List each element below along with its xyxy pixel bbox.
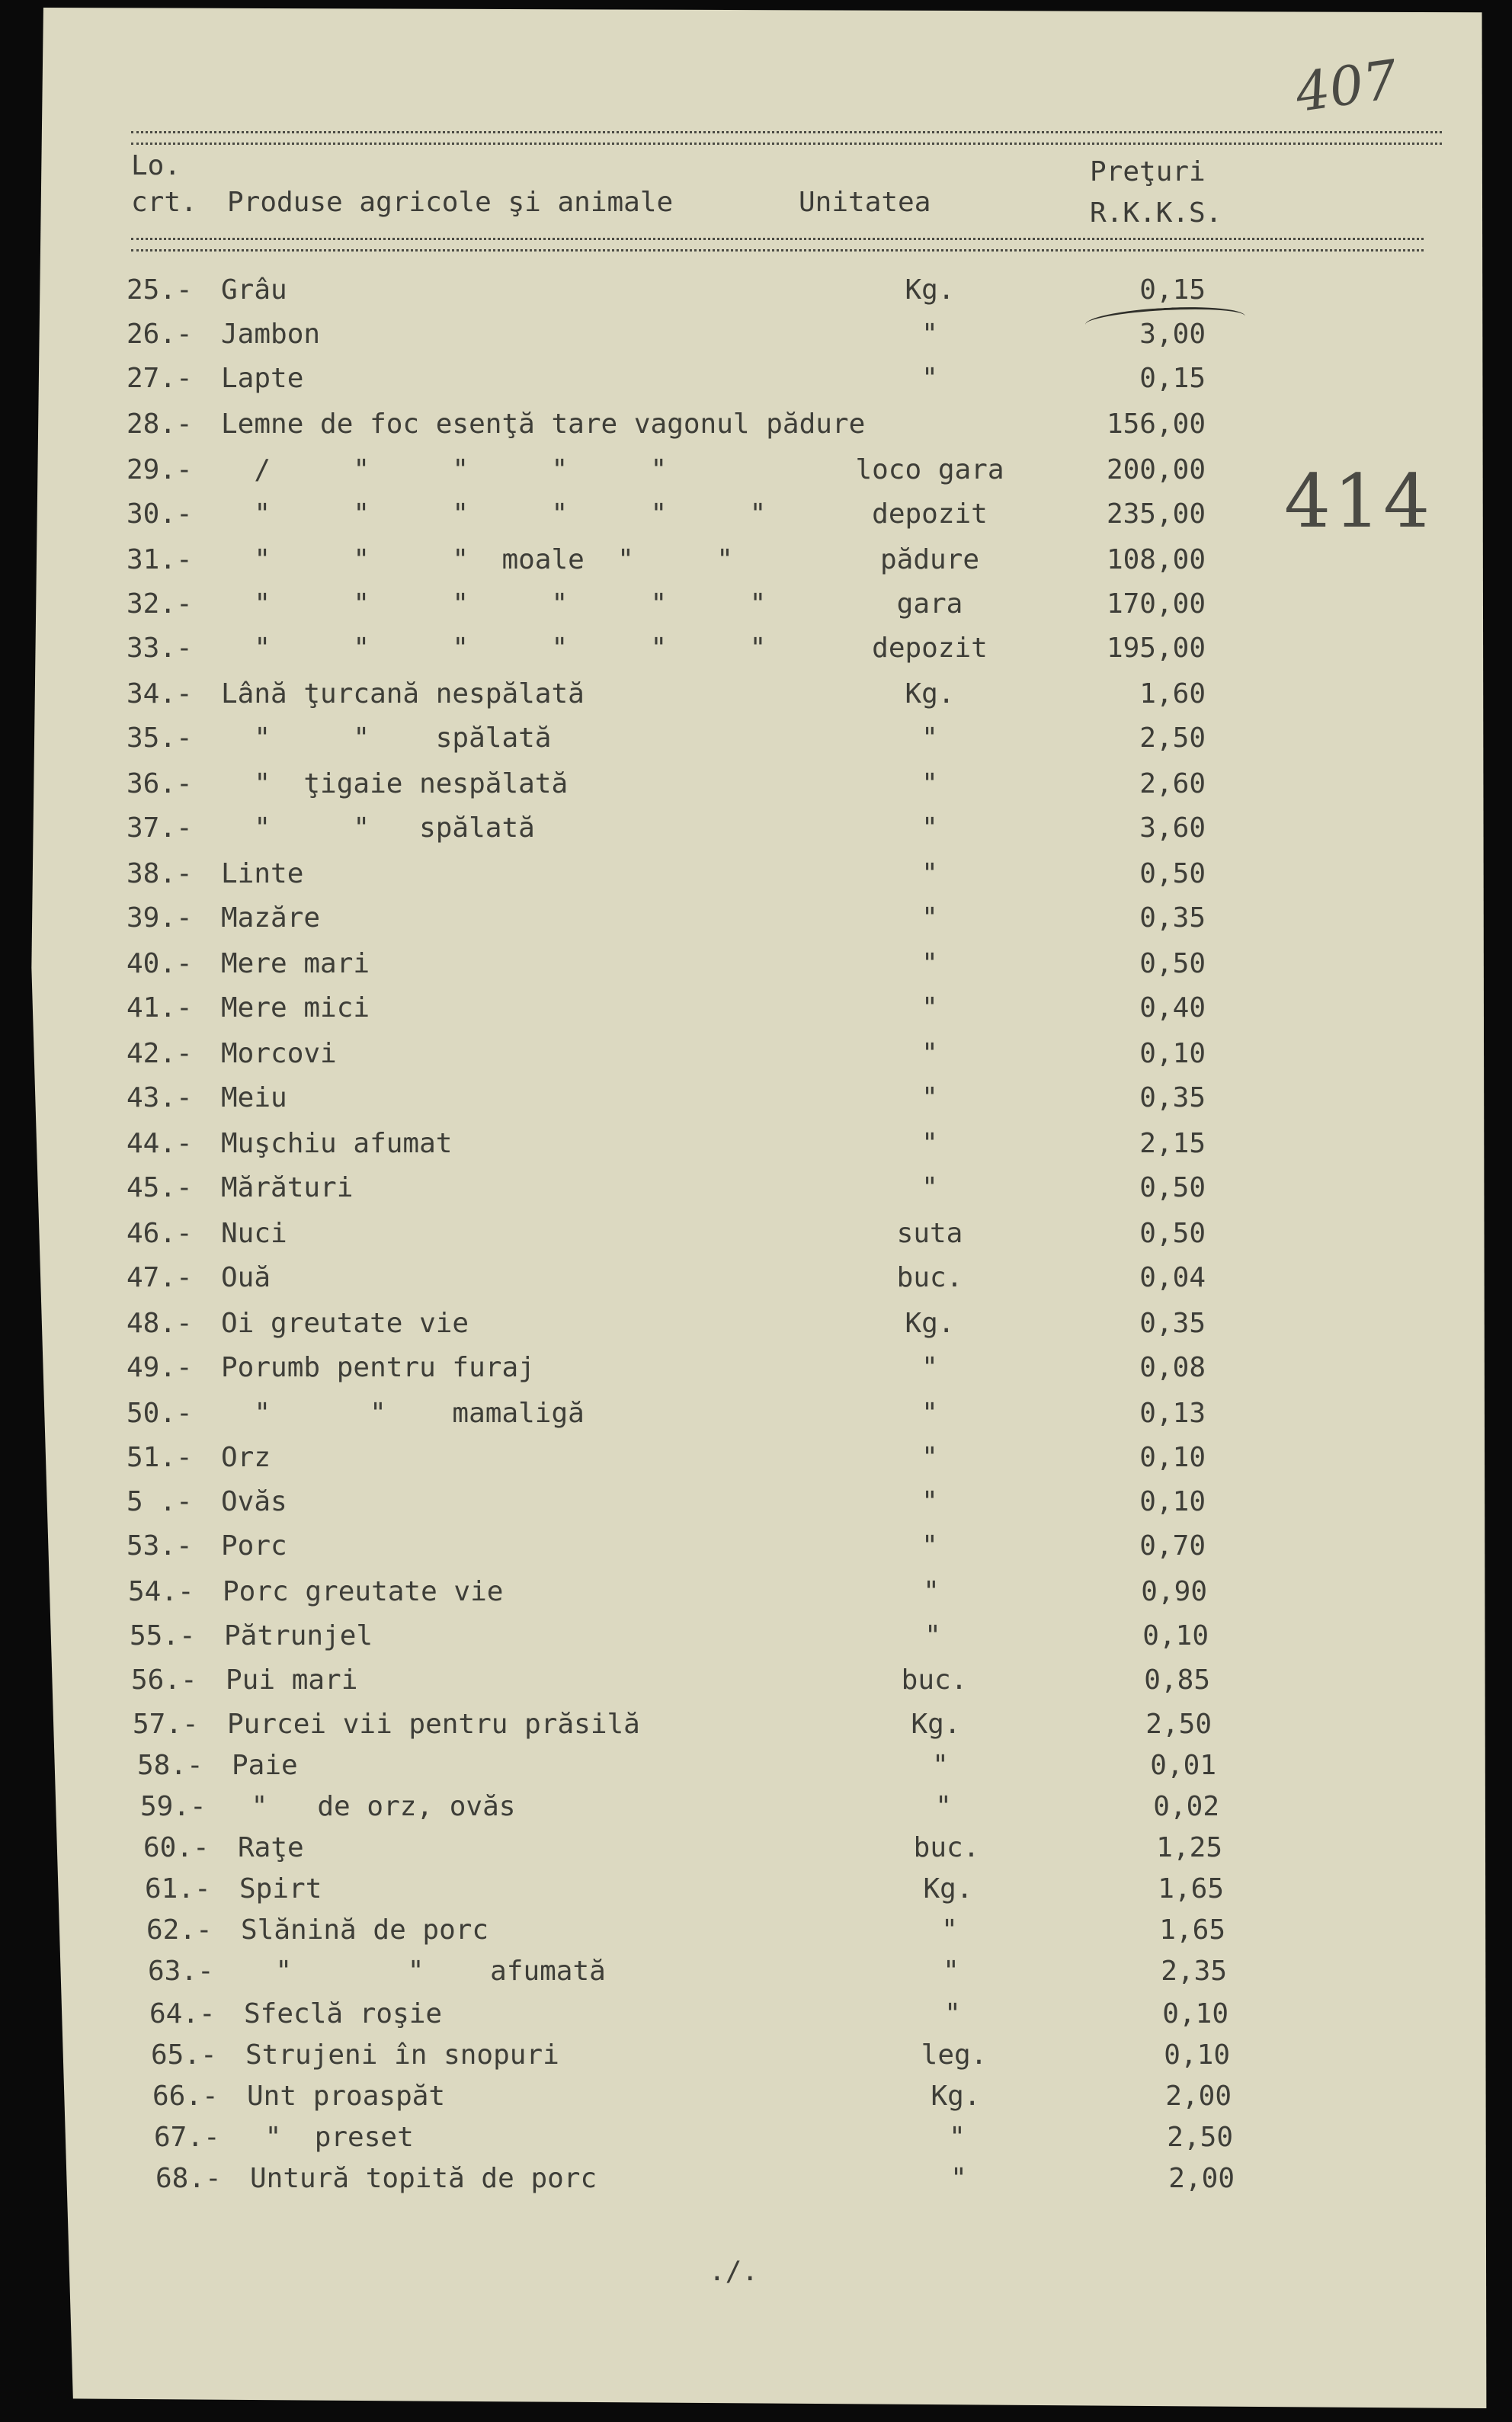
unit-cell: " [921,948,938,979]
unit-cell: " [921,812,938,844]
price-cell: 1,25 [1156,1832,1222,1863]
unit-cell: " [949,2122,966,2153]
table-row [0,1076,1512,1120]
product-name: Linte [221,858,304,889]
table-row [0,312,1512,357]
table-row [0,1524,1512,1568]
product-name: Slănină de porc [241,1914,489,1946]
table-row [27,2116,1512,2160]
row-number: 61.- [145,1873,211,1905]
product-name: Mere mici [221,992,370,1024]
price-cell: 0,35 [1139,1308,1206,1339]
row-number: 58.- [137,1750,203,1781]
product-name: Morcovi [221,1038,337,1069]
table-row [26,2074,1512,2119]
header-unitatea: Unitatea [799,187,931,218]
row-number: 67.- [154,2122,220,2153]
unit-cell: gara [896,588,963,620]
product-name: Strujeni în snopuri [245,2039,559,2071]
row-number: 28.- [127,408,193,440]
header-crt: crt. [131,187,197,218]
unit-cell: " [921,1038,938,1069]
table-row [20,1908,1512,1953]
table-row [0,1302,1512,1346]
table-row [0,1212,1512,1256]
row-number: 33.- [127,633,193,664]
product-name: Mere mari [221,948,370,979]
row-number: 39.- [127,902,193,934]
table-row [3,1614,1512,1658]
row-number: 42.- [127,1038,193,1069]
table-row [17,1826,1512,1870]
price-cell: 0,35 [1139,902,1206,934]
row-number: 48.- [127,1308,193,1339]
table-row [0,402,1512,447]
table-row [0,1346,1512,1390]
price-cell: 0,90 [1141,1576,1207,1607]
row-number: 29.- [127,454,193,485]
product-name: " " " " " " [221,633,767,664]
row-number: 34.- [127,678,193,710]
table-row [0,896,1512,940]
price-cell: 0,50 [1139,1172,1206,1203]
unit-cell: " [921,858,938,889]
table-row [18,1867,1512,1911]
row-number: 37.- [127,812,193,844]
unit-cell: " [921,902,938,934]
price-cell: 2,00 [1165,2081,1232,2112]
row-number: 31.- [127,544,193,575]
unit-cell: Kg. [931,2081,981,2112]
price-cell: 0,15 [1139,274,1206,306]
product-name: Porc [221,1530,287,1562]
product-name: Orz [221,1442,271,1473]
product-name: " preset [248,2122,414,2153]
unit-cell: leg. [921,2039,988,2071]
price-cell: 0,15 [1139,363,1206,394]
product-name: " " " " " " [221,588,767,620]
unit-cell: " [921,1530,938,1562]
product-name: Oi greutate vie [221,1308,469,1339]
row-number: 35.- [127,722,193,754]
price-cell: 2,15 [1139,1128,1206,1159]
row-number: 30.- [127,498,193,530]
row-number: 41.- [127,992,193,1024]
product-name: / " " " " [221,454,668,485]
unit-cell: " [921,768,938,799]
price-cell: 0,50 [1139,948,1206,979]
row-number: 65.- [151,2039,217,2071]
price-cell: 0,08 [1139,1352,1206,1383]
row-number: 60.- [143,1832,210,1863]
unit-cell: " [921,1172,938,1203]
unit-cell: Kg. [923,1873,973,1905]
row-number: 59.- [140,1791,207,1822]
unit-cell: " [944,1998,961,2030]
header-no: Lo. [131,150,181,181]
price-cell: 0,10 [1142,1620,1209,1652]
table-row [0,1392,1512,1436]
unit-cell: Kg. [905,678,955,710]
price-cell: 2,00 [1168,2163,1235,2194]
unit-cell: " [943,1956,959,1987]
table-row [0,268,1512,312]
row-number: 36.- [127,768,193,799]
row-number: 68.- [155,2163,222,2194]
product-name: " " afumată [242,1956,606,1987]
folio-number-top: 407 [1291,48,1401,124]
header-rkks: R.K.K.S. [1090,197,1222,229]
table-row [0,806,1512,851]
table-row [0,672,1512,716]
price-cell: 200,00 [1106,454,1206,485]
row-number: 63.- [148,1956,214,1987]
unit-cell: loco gara [855,454,1004,485]
price-cell: 0,02 [1153,1791,1219,1822]
price-cell: 0,70 [1139,1530,1206,1562]
price-cell: 0,04 [1139,1262,1206,1293]
unit-cell: " [923,1576,940,1607]
table-row [11,1744,1512,1788]
product-name: Porc greutate vie [223,1576,504,1607]
price-cell: 0,10 [1139,1038,1206,1069]
product-name: " " spălată [221,812,535,844]
header-produse: Produse agricole şi animale [227,187,674,218]
table-row [0,1122,1512,1166]
table-row [5,1658,1512,1703]
product-name: Ovăs [221,1486,287,1517]
price-cell: 108,00 [1106,544,1206,575]
product-name: Meiu [221,1082,287,1113]
unit-cell: " [921,1128,938,1159]
row-number: 49.- [127,1352,193,1383]
page-footer: ./. [709,2256,759,2287]
row-number: 55.- [130,1620,196,1652]
table-row [0,357,1512,401]
price-cell: 0,85 [1144,1664,1210,1696]
row-number: 25.- [127,274,193,306]
header-preturi: Preţuri [1090,156,1206,187]
product-name: Nuci [221,1218,287,1249]
row-number: 50.- [127,1398,193,1429]
product-name: Lână ţurcană nespălată [221,678,585,710]
row-number: 64.- [149,1998,216,2030]
product-name: Grâu [221,274,287,306]
table-row [2,1570,1512,1614]
row-number: 56.- [131,1664,197,1696]
product-name: " " spălată [221,722,552,754]
unit-cell: " [921,319,938,350]
price-cell: 156,00 [1106,408,1206,440]
table-row [6,1703,1512,1747]
table-row [0,1032,1512,1076]
unit-cell: " [921,1442,938,1473]
product-name: Purcei vii pentru prăsilă [227,1709,640,1740]
product-name: Pătrunjel [224,1620,373,1652]
product-name: Paie [232,1750,298,1781]
price-cell: 170,00 [1106,588,1206,620]
price-cell: 3,60 [1139,812,1206,844]
price-cell: 2,35 [1161,1956,1227,1987]
price-cell: 2,50 [1139,722,1206,754]
price-cell: 2,60 [1139,768,1206,799]
folio-number-margin: 414 [1284,459,1434,544]
unit-cell: " [921,1082,938,1113]
table-row [0,538,1512,582]
product-name: Mazăre [221,902,321,934]
unit-cell: buc. [913,1832,980,1863]
product-name: Porumb pentru furaj [221,1352,535,1383]
unit-cell: " [924,1620,941,1652]
product-name: " " " moale " " [221,544,733,575]
product-name: " de orz, ovăs [235,1791,516,1822]
unit-cell: depozit [872,498,988,530]
product-name: Spirt [239,1873,322,1905]
table-row [0,1166,1512,1210]
unit-cell: Kg. [911,1709,961,1740]
row-number: 53.- [127,1530,193,1562]
price-cell: 0,10 [1162,1998,1228,2030]
product-name: Sfeclă roşie [244,1998,443,2030]
unit-cell: " [921,1352,938,1383]
price-cell: 0,01 [1150,1750,1216,1781]
table-row [0,1436,1512,1480]
table-row [0,626,1512,671]
product-name: Jambon [221,319,321,350]
price-cell: 3,00 [1139,319,1206,350]
unit-cell: " [921,722,938,754]
row-number: 43.- [127,1082,193,1113]
row-number: 51.- [127,1442,193,1473]
row-number: 44.- [127,1128,193,1159]
table-row [0,942,1512,986]
row-number: 45.- [127,1172,193,1203]
table-row [23,1992,1512,2036]
price-cell: 0,10 [1164,2039,1230,2071]
product-name: " ţigaie nespălată [221,768,569,799]
table-row [0,448,1512,492]
unit-cell: Kg. [905,274,955,306]
table-row [0,986,1512,1030]
product-name: Lapte [221,363,304,394]
table-row [0,1256,1512,1300]
price-cell: 1,65 [1158,1873,1224,1905]
price-cell: 0,40 [1139,992,1206,1024]
row-number: 66.- [152,2081,219,2112]
price-cell: 1,65 [1159,1914,1225,1946]
product-name: Unt proaspăt [247,2081,446,2112]
table-row [0,716,1512,761]
table-row [14,1785,1512,1829]
unit-cell: " [935,1791,952,1822]
row-number: 47.- [127,1262,193,1293]
product-name: Lemne de foc esenţă tare vagonul pădure [221,408,866,440]
unit-cell: " [941,1914,958,1946]
price-cell: 195,00 [1106,633,1206,664]
price-cell: 0,10 [1139,1486,1206,1517]
table-row [0,1480,1512,1524]
table-row [0,582,1512,626]
unit-cell: pădure [879,544,980,575]
row-number: 40.- [127,948,193,979]
product-name: Raţe [238,1832,304,1863]
row-number: 27.- [127,363,193,394]
row-number: 5 .- [127,1486,193,1517]
row-number: 46.- [127,1218,193,1249]
product-name: Ouă [221,1262,271,1293]
unit-cell: Kg. [905,1308,955,1339]
table-row [24,2033,1512,2078]
unit-cell: suta [896,1218,963,1249]
product-name: " " mamaligă [221,1398,585,1429]
unit-cell: buc. [896,1262,963,1293]
row-number: 57.- [133,1709,199,1740]
unit-cell: " [921,1486,938,1517]
row-number: 26.- [127,319,193,350]
table-row [0,492,1512,537]
price-cell: 1,60 [1139,678,1206,710]
unit-cell: " [950,2163,967,2194]
product-name: Muşchiu afumat [221,1128,453,1159]
price-cell: 2,50 [1167,2122,1233,2153]
price-cell: 0,50 [1139,1218,1206,1249]
table-row [29,2157,1512,2201]
price-cell: 2,50 [1145,1709,1212,1740]
product-name: Mărături [221,1172,354,1203]
table-row [0,852,1512,896]
unit-cell: " [921,363,938,394]
table-row [0,762,1512,806]
price-cell: 0,35 [1139,1082,1206,1113]
row-number: 32.- [127,588,193,620]
row-number: 62.- [146,1914,213,1946]
price-cell: 0,13 [1139,1398,1206,1429]
product-name: Untură topită de porc [250,2163,597,2194]
price-cell: 235,00 [1106,498,1206,530]
row-number: 38.- [127,858,193,889]
unit-cell: " [932,1750,949,1781]
unit-cell: " [921,992,938,1024]
unit-cell: depozit [872,633,988,664]
unit-cell: " [921,1398,938,1429]
product-name: " " " " " " [221,498,767,530]
product-name: Pui mari [226,1664,358,1696]
row-number: 54.- [128,1576,194,1607]
price-cell: 0,50 [1139,858,1206,889]
table-row [21,1949,1512,1994]
unit-cell: buc. [901,1664,968,1696]
price-cell: 0,10 [1139,1442,1206,1473]
